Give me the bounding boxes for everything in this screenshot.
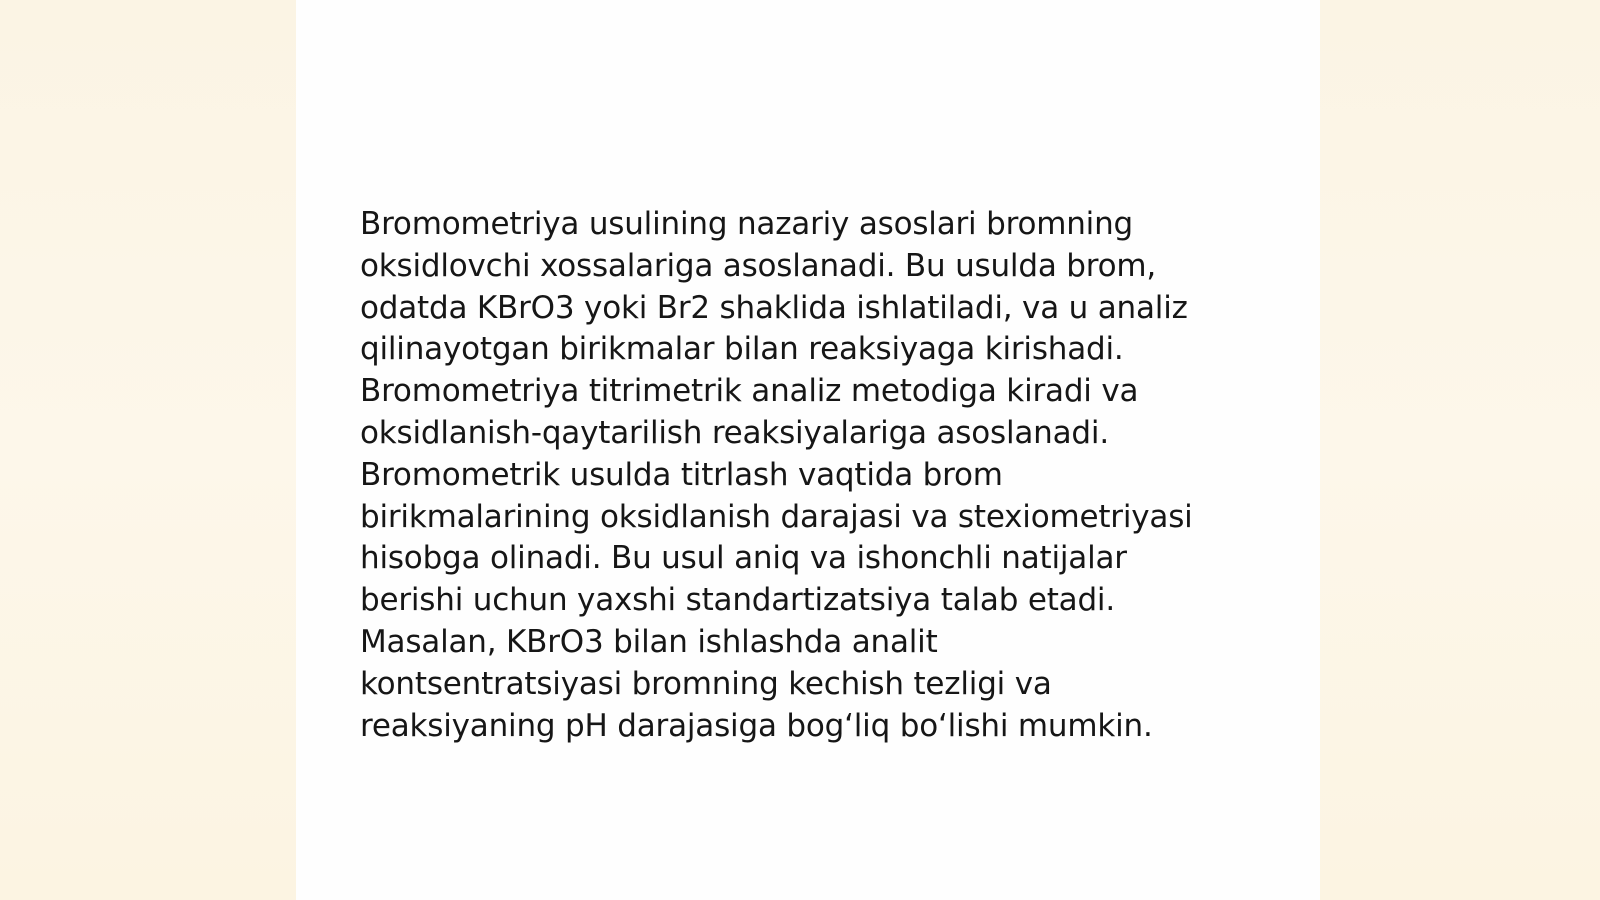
paragraph-line: Masalan, KBrO3 bilan ishlashda analit <box>360 623 938 660</box>
paragraph-line: Bromometriya usulining nazariy asoslari bromning <box>360 206 1133 242</box>
paragraph-line: birikmalarining oksidlanish darajasi va stexiometriyasi <box>360 498 1193 535</box>
paragraph-line: kontsentratsiyasi bromning kechish tezligi va <box>360 665 1052 702</box>
body-paragraph <box>360 204 1260 747</box>
paragraph-line: oksidlanish-qaytarilish reaksiyalariga asoslanadi. <box>360 414 1109 451</box>
paragraph-line: odatda KBrO3 yoki Br2 shaklida ishlatiladi, va u analiz <box>360 289 1188 326</box>
paragraph-line: qilinayotgan birikmalar bilan reaksiyaga kirishadi. <box>360 331 1124 368</box>
right-background-panel <box>1320 0 1600 900</box>
paragraph-line: hisobga olinadi. Bu usul aniq va ishonchli natijalar <box>360 540 1127 577</box>
paragraph-line: oksidlovchi xossalariga asoslanadi. Bu usulda brom, <box>360 247 1157 284</box>
paragraph-line: reaksiyaning pH darajasiga bog‘liq bo‘lishi mumkin. <box>360 707 1153 744</box>
paragraph-line: berishi uchun yaxshi standartizatsiya talab etadi. <box>360 582 1115 619</box>
left-background-panel <box>0 0 296 900</box>
paragraph-line: Bromometriya titrimetrik analiz metodiga kiradi va <box>360 373 1139 410</box>
slide-canvas <box>296 0 1320 900</box>
paragraph-line: Bromometrik usulda titrlash vaqtida brom <box>360 456 1003 493</box>
